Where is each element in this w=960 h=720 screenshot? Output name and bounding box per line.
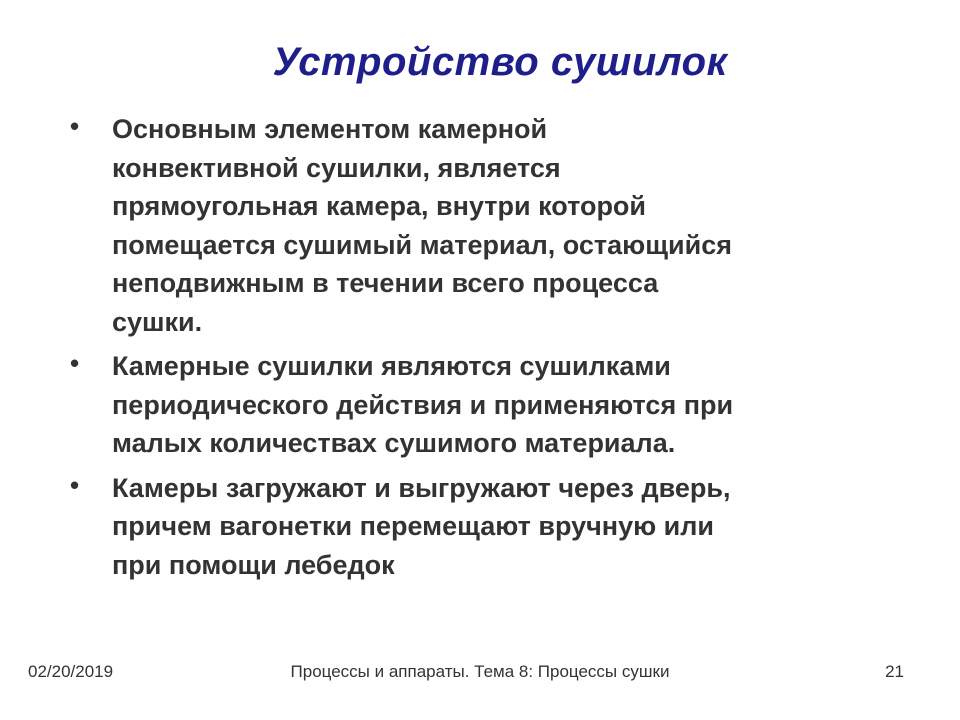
bullet-dot-icon: • — [70, 469, 80, 500]
footer-title: Процессы и аппараты. Тема 8: Процессы сушки — [290, 662, 670, 681]
bullet-line: периодического действия и применяются при — [112, 389, 734, 420]
footer-date: 02/20/2019 — [28, 662, 114, 681]
bullet-dot-icon: • — [70, 111, 80, 141]
bullet-dot-icon: • — [70, 348, 80, 378]
bullet-line: при помощи лебедок — [112, 549, 395, 580]
page-number: 21 — [885, 662, 904, 681]
slide-title: Устройство сушилок — [272, 40, 728, 84]
bullet-list — [70, 110, 870, 590]
bullet-line: конвективной сушилки, является — [112, 152, 561, 183]
bullet-line: помещается сушимый материал, остающийся — [112, 229, 732, 260]
bullet-line: Камерные сушилки являются сушилками — [112, 351, 671, 381]
bullet-line: Основным элементом камерной — [112, 114, 548, 144]
bullet-item — [70, 347, 870, 463]
bullet-line: сушки. — [112, 306, 203, 337]
bullet-line: причем вагонетки перемещают вручную или — [112, 511, 715, 541]
bullet-line: прямоугольная камера, внутри которой — [112, 191, 647, 221]
bullet-line: неподвижным в течении всего процесса — [112, 268, 659, 298]
bullet-line: Камеры загружают и выгружают через дверь, — [112, 472, 731, 503]
bullet-item — [70, 469, 870, 585]
bullet-line: малых количествах сушимого материала. — [112, 428, 676, 458]
bullet-item — [70, 110, 870, 341]
